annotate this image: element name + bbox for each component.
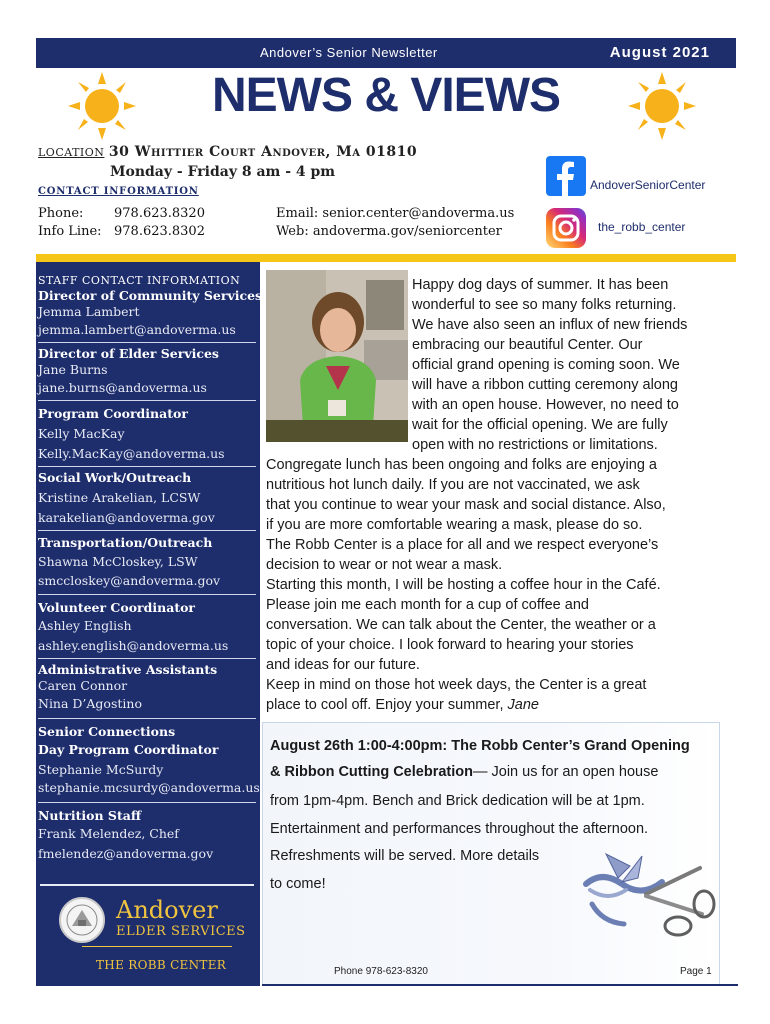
town-seal-icon <box>58 896 106 944</box>
staff-name: Jane Burns <box>38 362 108 377</box>
letter-line: Keep in mind on those hot week days, the Center is a great <box>266 677 647 693</box>
letter-line: We have also seen an influx of new friends <box>412 317 688 333</box>
letter-line: topic of your choice. I look forward to hearing your stories <box>266 637 634 653</box>
letter-line: that you continue to wear your mask and social distance. Also, <box>266 497 666 513</box>
staff-role: Day Program Coordinator <box>38 742 219 757</box>
issue-date: August 2021 <box>609 44 710 61</box>
letter-line: open with no restrictions or limitations. <box>412 437 658 453</box>
letter-line: Please join me each month for a cup of coffee and <box>266 597 589 613</box>
event-line: Entertainment and performances throughout the afternoon. <box>270 821 649 837</box>
letter-line: embracing our beautiful Center. Our <box>412 337 643 353</box>
facebook-icon[interactable] <box>546 156 586 196</box>
staff-role: Administrative Assistants <box>38 662 218 677</box>
location-line <box>38 144 417 160</box>
staff-role: Transportation/Outreach <box>38 535 213 550</box>
page-number: Page 1 <box>680 966 712 977</box>
letter-line: and ideas for our future. <box>266 657 420 673</box>
staff-role: Director of Community Services <box>38 288 263 303</box>
event-title: August 26th 1:00-4:00pm: The Robb Center’s Grand Opening <box>270 738 690 754</box>
phone-number: 978.623.8320 <box>114 206 205 221</box>
staff-email[interactable]: fmelendez@andoverma.gov <box>38 846 214 861</box>
facebook-handle[interactable]: AndoverSeniorCenter <box>590 178 706 192</box>
staff-name: Caren Connor <box>38 678 128 693</box>
staff-role: Volunteer Coordinator <box>38 600 196 615</box>
location-label: LOCATION <box>38 146 105 159</box>
logo-center-name: THE ROBB CENTER <box>96 958 227 972</box>
staff-email[interactable]: karakelian@andoverma.gov <box>38 510 215 525</box>
email-line[interactable]: Email: senior.center@andoverma.us <box>276 206 515 221</box>
staff-role: Director of Elder Services <box>38 346 219 361</box>
staff-divider <box>38 802 256 803</box>
instagram-handle[interactable]: the_robb_center <box>598 220 686 234</box>
newsletter-title: NEWS & VIEWS <box>211 69 561 122</box>
web-line[interactable]: Web: andoverma.gov/seniorcenter <box>276 224 502 239</box>
staff-name: Kelly MacKay <box>38 426 125 441</box>
staff-email[interactable]: Kelly.MacKay@andoverma.us <box>38 446 225 461</box>
footer-phone: Phone 978-623-8320 <box>334 966 428 977</box>
letter-line: decision to wear or not wear a mask. <box>266 557 503 573</box>
hours: Monday - Friday 8 am - 4 pm <box>110 164 336 180</box>
letter-line: wonderful to see so many folks returning. <box>412 297 677 313</box>
letter-line: conversation. We can talk about the Center, the weather or a <box>266 617 656 633</box>
location-address: 30 Whittier Court Andover, Ma 01810 <box>108 144 418 160</box>
letter-line: nutritious hot lunch daily. If you are not vaccinated, we ask <box>266 477 640 493</box>
staff-role: Nutrition Staff <box>38 808 142 823</box>
infoline-label: Info Line: <box>38 224 102 239</box>
event-line: Refreshments will be served. More details <box>270 848 540 864</box>
staff-email[interactable]: smccloskey@andoverma.gov <box>38 573 221 588</box>
header-divider <box>36 254 736 262</box>
letter-line <box>266 696 539 716</box>
staff-email[interactable]: jane.burns@andoverma.us <box>38 380 207 395</box>
letter-line: with an open house. However, no need to <box>412 397 679 413</box>
letter-closing: place to cool off. Enjoy your summer, <box>266 697 508 713</box>
letter-line: Congregate lunch has been ongoing and folks are enjoying a <box>266 457 657 473</box>
contact-heading: CONTACT INFORMATION <box>38 186 199 197</box>
staff-name: Ashley English <box>38 618 132 633</box>
staff-name: Shawna McCloskey, LSW <box>38 554 198 569</box>
logo-divider <box>40 884 254 886</box>
staff-name: Nina D’Agostino <box>38 696 142 711</box>
ribbon-scissors-icon <box>582 834 718 944</box>
staff-name: Frank Melendez, Chef <box>38 826 179 841</box>
letter-line: Starting this month, I will be hosting a coffee hour in the Café. <box>266 577 661 593</box>
director-photo <box>266 270 408 442</box>
event-line <box>270 764 658 780</box>
footer-rule <box>262 984 738 986</box>
infoline-number: 978.623.8302 <box>114 224 205 239</box>
sun-icon <box>64 68 140 144</box>
event-line: from 1pm-4pm. Bench and Brick dedication will be at 1pm. <box>270 793 645 809</box>
letter-line: if you are more comfortable wearing a mask, please do so. <box>266 517 643 533</box>
staff-divider <box>38 466 256 467</box>
staff-sidebar <box>36 262 263 986</box>
staff-role: Senior Connections <box>38 724 176 739</box>
letter-signature: Jane <box>507 697 539 713</box>
letter-line: official grand opening is coming soon. We <box>412 357 680 373</box>
staff-name: Kristine Arakelian, LCSW <box>38 490 201 505</box>
staff-email[interactable]: jemma.lambert@andoverma.us <box>38 322 236 337</box>
instagram-icon[interactable] <box>546 208 586 248</box>
staff-divider <box>38 530 256 531</box>
staff-role: Program Coordinator <box>38 406 188 421</box>
sun-icon <box>624 68 700 144</box>
newsletter-label: Andover’s Senior Newsletter <box>260 45 438 60</box>
logo-name: Andover <box>116 896 218 924</box>
staff-divider <box>38 342 256 343</box>
event-line: to come! <box>270 876 326 892</box>
letter-line: Happy dog days of summer. It has been <box>412 277 669 293</box>
letter-line: wait for the official opening. We are fully <box>412 417 668 433</box>
logo-rule <box>82 946 232 947</box>
phone-label: Phone: <box>38 206 84 221</box>
staff-email[interactable]: stephanie.mcsurdy@andoverma.us <box>38 780 260 795</box>
staff-divider <box>38 594 256 595</box>
staff-heading: STAFF CONTACT INFORMATION <box>38 274 241 287</box>
event-title-cont: & Ribbon Cutting Celebration <box>270 764 473 780</box>
letter-line: The Robb Center is a place for all and we respect everyone’s <box>266 537 659 553</box>
staff-divider <box>38 400 256 401</box>
staff-divider <box>38 718 256 719</box>
logo-subtitle: ELDER SERVICES <box>116 924 246 939</box>
newsletter-banner <box>36 38 736 68</box>
staff-divider <box>38 658 256 659</box>
staff-email[interactable]: ashley.english@andoverma.us <box>38 638 229 653</box>
staff-name: Stephanie McSurdy <box>38 762 164 777</box>
event-line-rest: — Join us for an open house <box>472 764 659 780</box>
letter-line: will have a ribbon cutting ceremony along <box>412 377 678 393</box>
staff-name: Jemma Lambert <box>38 304 140 319</box>
staff-role: Social Work/Outreach <box>38 470 192 485</box>
